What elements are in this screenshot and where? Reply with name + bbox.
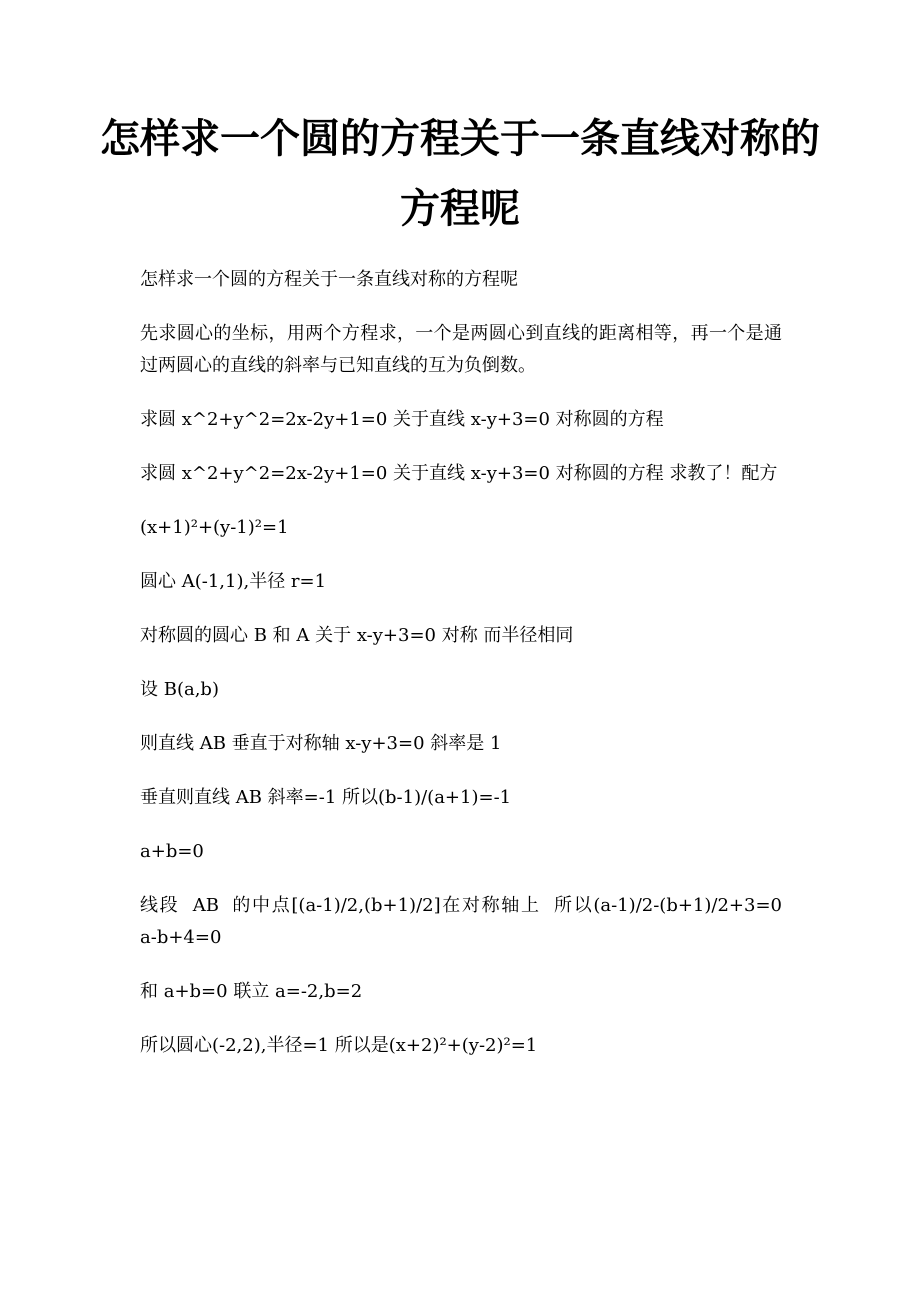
paragraph-question: 怎样求一个圆的方程关于一条直线对称的方程呢 [140, 269, 518, 290]
document-body [140, 264, 782, 1084]
paragraph-method: 先求圆心的坐标，用两个方程求，一个是两圆心到直线的距离相等，再一个是通过两圆心的直线的斜率与已知直线的互为负倒数。 [140, 323, 782, 376]
document-title: 怎样求一个圆的方程关于一条直线对称的方程呢 [100, 116, 820, 232]
paragraph-perpendicular: 则直线 AB 垂直于对称轴 x-y+3=0 斜率是 1 [140, 733, 502, 754]
paragraph-sum-equation: a+b=0 [140, 841, 204, 862]
paragraph-center-a: 圆心 A(-1,1),半径 r=1 [140, 571, 327, 592]
paragraph-midpoint: 线段 AB 的中点[(a-1)/2,(b+1)/2]在对称轴上 所以(a-1)/2-(b+1)/2+3=0 a-b+4=0 [140, 895, 782, 948]
paragraph-answer: 所以圆心(-2,2),半径=1 所以是(x+2)²+(y-2)²=1 [140, 1035, 538, 1056]
paragraph-completed-square: (x+1)²+(y-1)²=1 [140, 517, 289, 538]
paragraph-symmetric-center: 对称圆的圆心 B 和 A 关于 x-y+3=0 对称 而半径相同 [140, 625, 574, 646]
paragraph-problem: 求圆 x^2+y^2=2x-2y+1=0 关于直线 x-y+3=0 对称圆的方程 [140, 409, 664, 430]
paragraph-problem-repeat: 求圆 x^2+y^2=2x-2y+1=0 关于直线 x-y+3=0 对称圆的方程 求教了！配方 [140, 463, 778, 484]
paragraph-solve-system: 和 a+b=0 联立 a=-2,b=2 [140, 981, 363, 1002]
paragraph-slope: 垂直则直线 AB 斜率=-1 所以(b-1)/(a+1)=-1 [140, 787, 512, 808]
paragraph-let-b: 设 B(a,b) [140, 679, 219, 700]
